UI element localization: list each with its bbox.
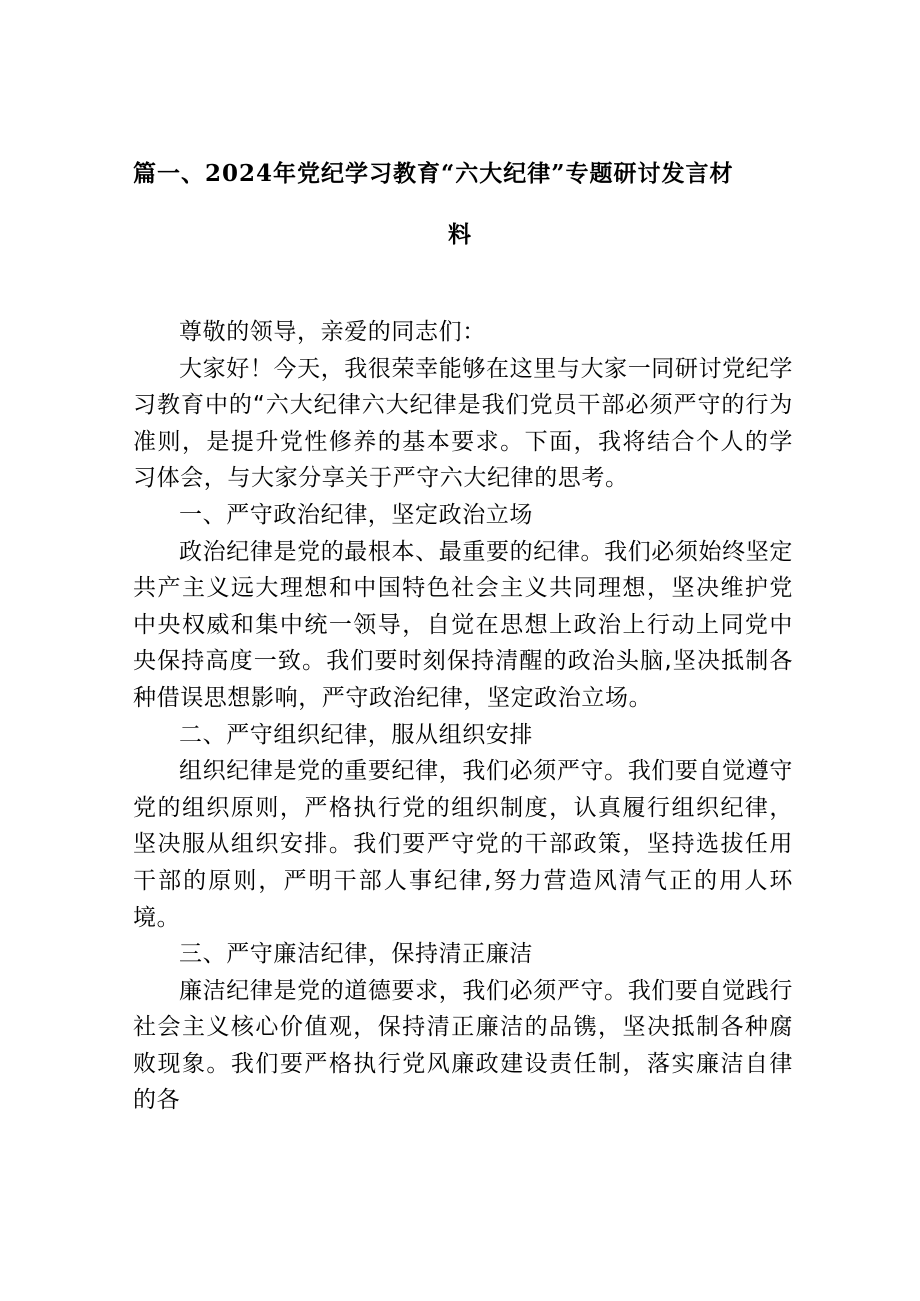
intro-paragraph: 大家好！今天，我很荣幸能够在这里与大家一同研讨党纪学习教育中的“六大纪律六大纪律是我们党员干部必须严守的行为准则，是提升党性修养的基本要求。下面，我将结合个人的学习体会，与大家分享关于严守六大纪律的思考。 xyxy=(133,355,793,492)
section-heading-political: 一、严守政治纪律，坚定政治立场 xyxy=(179,501,533,528)
document-title-line-1: 篇一、2024年党纪学习教育“六大纪律”专题研讨发言材 xyxy=(133,160,734,187)
document-title-line-2: 料 xyxy=(448,221,472,248)
document-body xyxy=(133,314,793,1119)
political-paragraph: 政治纪律是党的最根本、最重要的纪律。我们必须始终坚定共产主义远大理想和中国特色社会主义共同理想，坚决维护党中央权威和集中统一领导，自觉在思想上政治上行动上同党中央保持高度一致。我们要时刻保持清醒的政治头脑,坚决抵制各种借误思想影响，严守政治纪律，坚定政治立场。 xyxy=(133,538,793,711)
organizational-paragraph: 组织纪律是党的重要纪律，我们必须严守。我们要自觉遵守党的组织原则，严格执行党的组织制度，认真履行组织纪律，坚决服从组织安排。我们要严守党的干部政策，坚持选拔任用干部的原则，严明干部人事纪律,努力营造风清气正的用人环境。 xyxy=(133,758,793,931)
integrity-paragraph: 廉洁纪律是党的道德要求，我们必须严守。我们要自觉践行社会主义核心价值观，保持清正廉洁的品镌，坚决抵制各种腐败现象。我们要严格执行党风廉政建设责任制，落实廉洁自律的各 xyxy=(133,977,793,1114)
salutation-paragraph: 尊敬的领导，亲爱的同志们： xyxy=(179,319,486,345)
section-heading-integrity: 三、严守廉洁纪律，保持清正廉洁 xyxy=(179,941,533,968)
section-heading-organizational: 二、严守组织纪律，服从组织安排 xyxy=(179,721,533,748)
